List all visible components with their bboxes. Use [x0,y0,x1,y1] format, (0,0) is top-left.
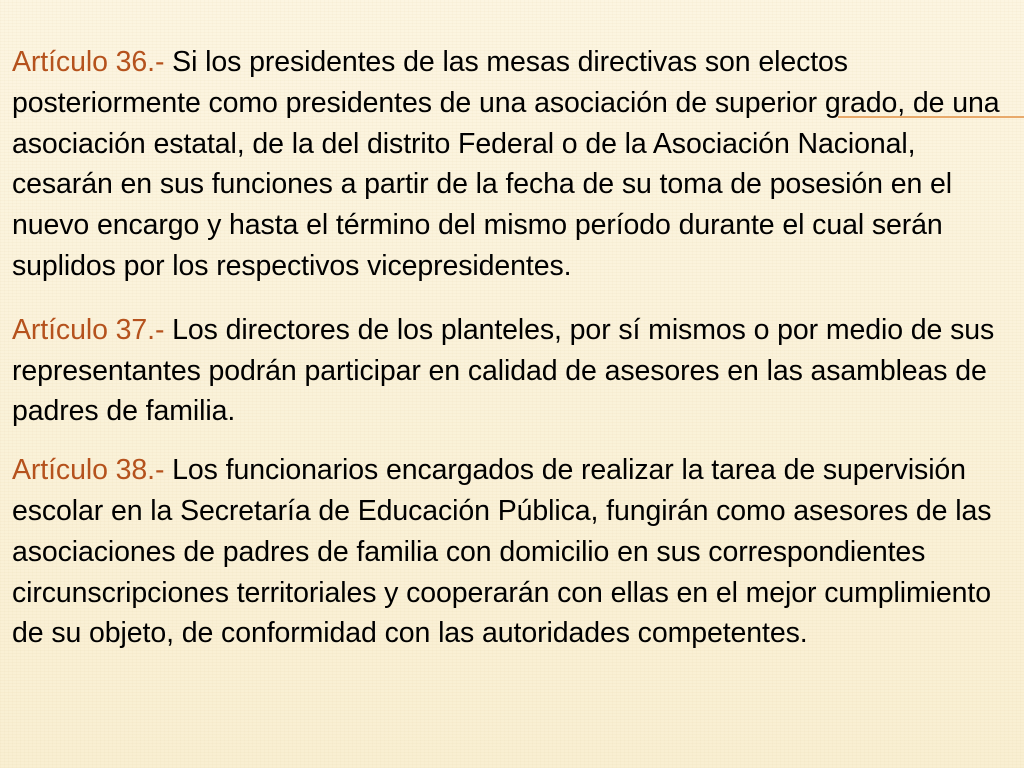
article-37-heading-suffix: .- [147,313,165,346]
article-38-text: Los funcionarios encargados de realizar la tarea de supervisión escolar en la Secretaría de Educación Pública, fungirán como asesores de las asociaciones de padres de familia con domicilio en sus correspondientes circunscripciones territoriales y cooperarán con ellas en el mejor cumplimiento de su objeto, de conformidad con las autoridades competentes. [12,454,992,650]
article-36 [12,42,1016,287]
article-38-heading: Artículo 38.- [12,454,165,487]
article-36-text: Si los presidentes de las mesas directivas son electos posteriormente como presidentes de una asociación de superior grado, de una asociación estatal, de la del distrito Federal o de la Asociación Nacional, cesarán en sus funciones a partir de la fecha de su toma de posesión en el nuevo encargo y hasta el término del mismo período durante el cual serán suplidos por los respectivos vicepresidentes. [12,46,1000,282]
article-36-heading: Artículo 36.- [12,46,165,78]
article-37 [12,310,1016,432]
article-37-text: Los directores de los planteles, por sí mismos o por medio de sus representantes podrán participar en calidad de asesores en las asambleas de padres de familia. [12,313,995,428]
slide-body [12,42,1016,654]
article-37-heading: Artículo 37 [12,313,148,346]
article-38 [12,450,1016,654]
